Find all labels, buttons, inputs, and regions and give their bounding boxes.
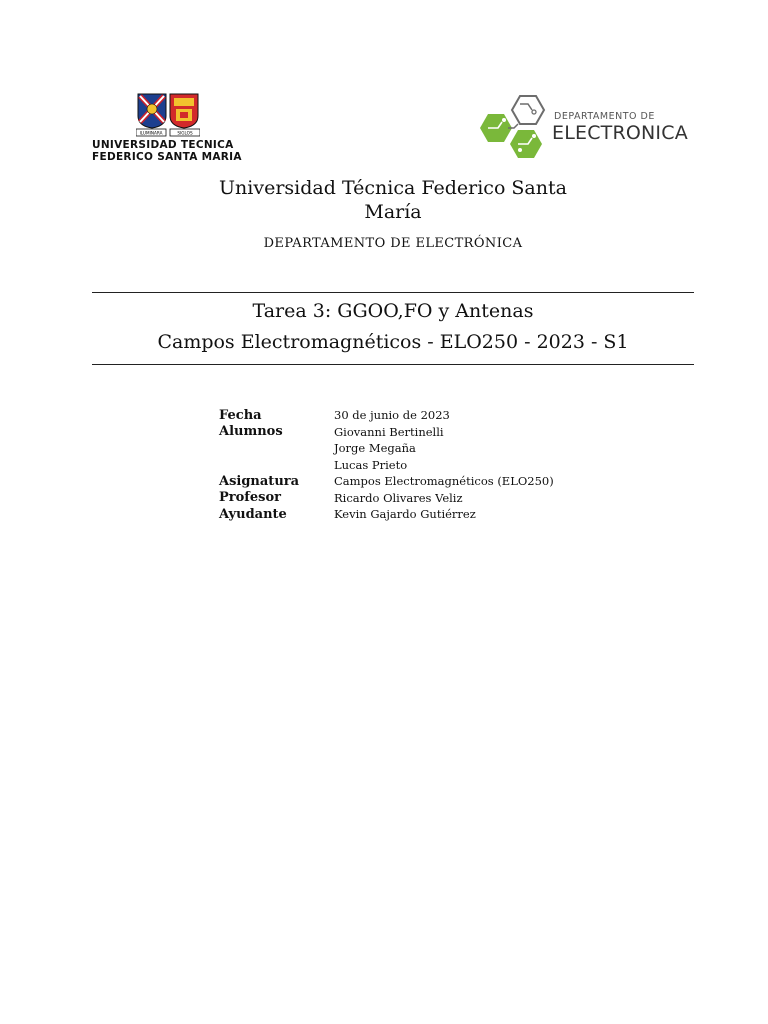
- info-row-fecha: [219, 407, 554, 424]
- usm-name-line2: FEDERICO SANTA MARIA: [92, 151, 242, 163]
- assignment-title: Tarea 3: GGOO,FO y Antenas: [252, 300, 534, 322]
- info-value: 30 de junio de 2023: [334, 408, 450, 423]
- usm-name-line1: UNIVERSIDAD TECNICA: [92, 139, 234, 151]
- info-row-alumno-3: [219, 457, 554, 474]
- dept-logo-big: ELECTRONICA: [552, 122, 688, 144]
- info-row-alumno-2: [219, 440, 554, 457]
- department-title: DEPARTAMENTO DE ELECTRÓNICA: [263, 236, 523, 251]
- info-row-alumnos: [219, 424, 554, 441]
- info-label: Profesor: [219, 490, 281, 506]
- university-title-line2: María: [364, 201, 422, 223]
- info-label: Alumnos: [219, 424, 283, 440]
- info-row-ayudante: [219, 506, 554, 523]
- university-title: [0, 176, 768, 224]
- info-row-profesor: [219, 490, 554, 507]
- info-label: Fecha: [219, 407, 262, 423]
- info-row-asignatura: [219, 473, 554, 490]
- course-title: Campos Electromagnéticos - ELO250 - 2023 - S1: [157, 331, 629, 353]
- usm-shields-icon: [136, 92, 200, 138]
- info-value: Kevin Gajardo Gutiérrez: [334, 507, 476, 522]
- info-label: Ayudante: [219, 506, 287, 522]
- top-rule: [92, 292, 694, 293]
- usm-motto-right: SIGLOS: [177, 130, 193, 136]
- info-value: Jorge Megaña: [334, 441, 416, 456]
- bottom-rule: [92, 364, 694, 365]
- info-value: Ricardo Olivares Veliz: [334, 490, 463, 505]
- dept-logo-small: DEPARTAMENTO DE: [554, 111, 655, 122]
- info-value: Lucas Prieto: [334, 457, 408, 472]
- university-title-line1: Universidad Técnica Federico Santa: [219, 177, 567, 199]
- usm-logo: [92, 92, 252, 167]
- info-value: Giovanni Bertinelli: [334, 424, 444, 439]
- info-table: [219, 407, 554, 523]
- usm-motto-left: ILUMINARA: [139, 130, 163, 136]
- circuit-hexagon-icon: [478, 92, 554, 164]
- dept-logo: [478, 92, 698, 164]
- info-label: Asignatura: [219, 473, 300, 489]
- usm-name: [92, 139, 242, 163]
- info-value: Campos Electromagnéticos (ELO250): [334, 474, 554, 489]
